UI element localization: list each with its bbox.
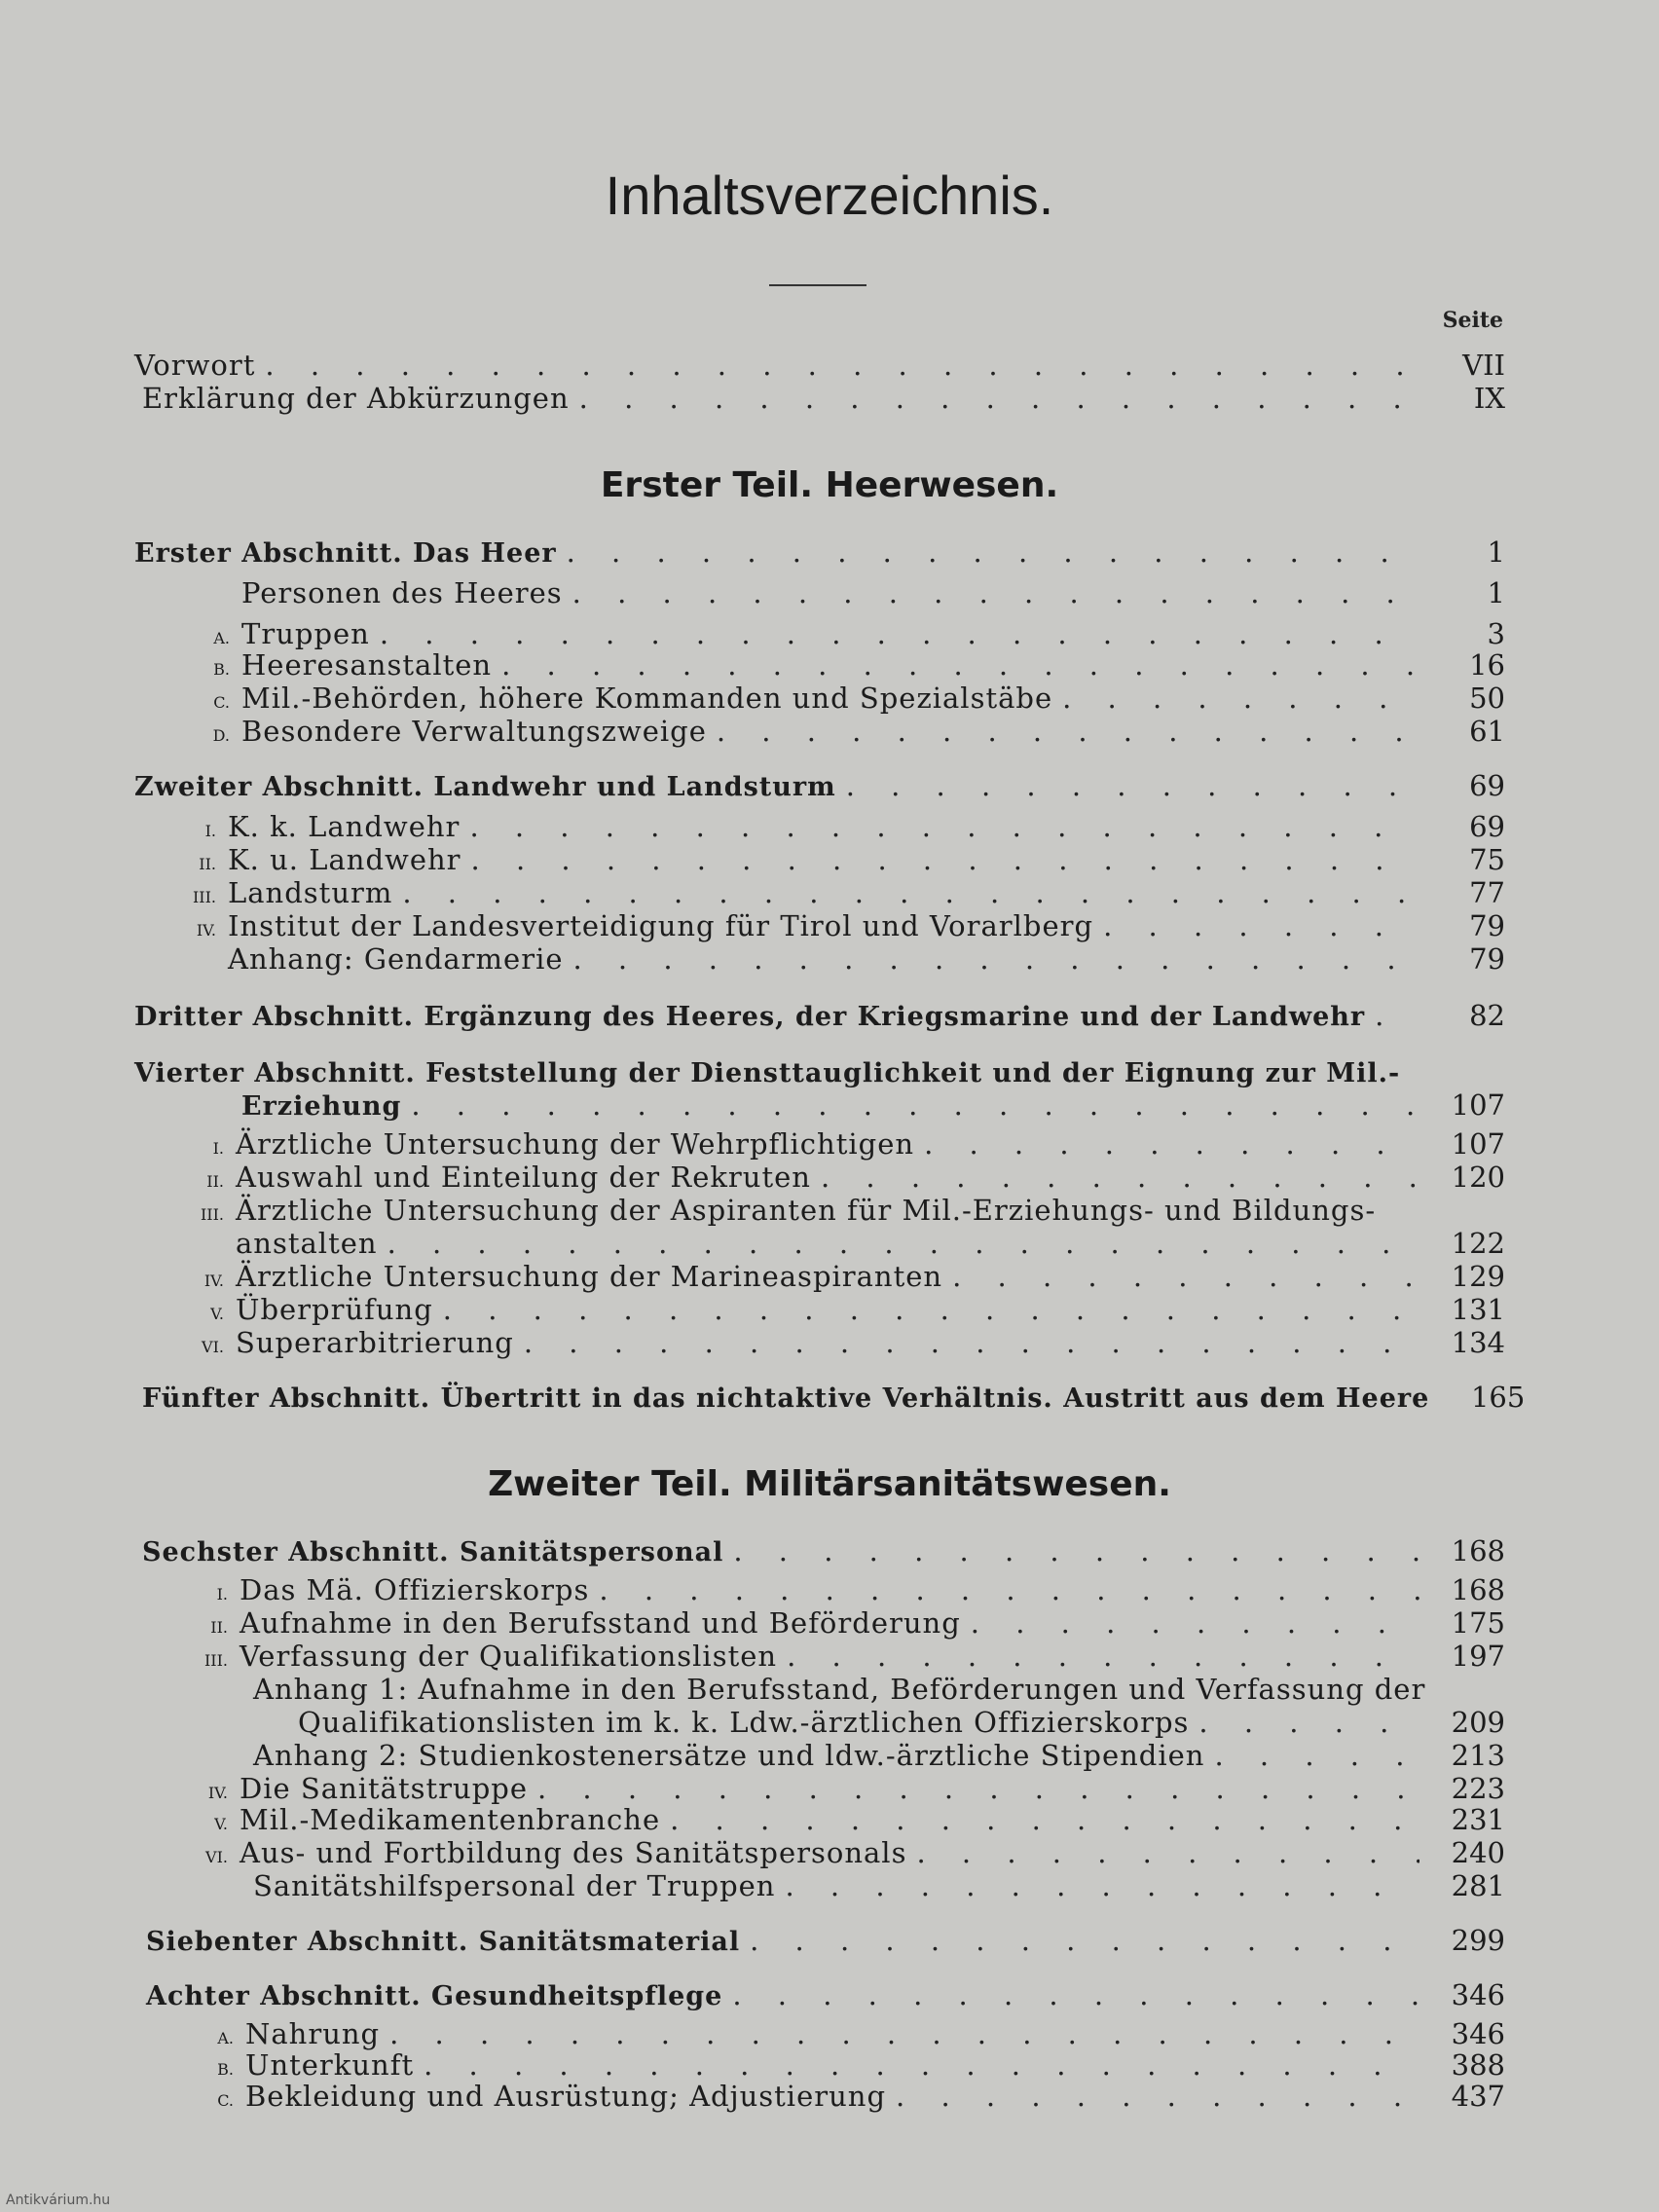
toc-entry: B. Heeresanstalten . . . 16 [134,648,1505,685]
watermark: Antikvárium.hu [6,2193,111,2208]
toc-entry: III. Landsturm . . . 77 [134,876,1505,913]
section-6-entry: Sechster Abschnitt. Sanitätspersonal . . . 168 [142,1534,1505,1571]
section-7-entry: Siebenter Abschnitt. Sanitätsmaterial . . . 299 [146,1924,1505,1961]
section-8-entry: Achter Abschnitt. Gesundheitspflege . . . 346 [146,1978,1505,2015]
toc-entry: VI. Superarbitrierung . . . 134 [134,1326,1505,1363]
toc-entry: Personen des Heeres . . . 1 [134,576,1505,613]
toc-entry-continued: III. Ärztliche Untersuchung der Aspiranten für Mil.-Erziehungs- und Bildungs- [200,1194,1377,1227]
section-4-heading-line: Vierter Abschnitt. Feststellung der Diensttauglichkeit und der Eignung zur Mil.- [134,1058,1401,1088]
toc-entry: C. Mil.-Behörden, höhere Kommanden und Spezialstäbe . . . 50 [134,682,1505,719]
part1-heading: Erster Teil. Heerwesen. [600,465,1059,505]
toc-entry: I. Ärztliche Untersuchung der Wehrpflichtigen . . . 107 [134,1127,1505,1164]
section-4-entry: Erziehung . . . 107 [134,1088,1505,1125]
toc-entry: IV. Ärztliche Untersuchung der Marineaspiranten . . . 129 [134,1260,1505,1297]
toc-entry: A. Truppen . . . 3 [134,617,1505,654]
toc-entry: Sanitätshilfspersonal der Truppen . . . 281 [134,1869,1505,1906]
part2-heading: Zweiter Teil. Militärsanitätswesen. [488,1464,1171,1504]
toc-entry: B. Unterkunft . . . 388 [134,2048,1505,2085]
toc-entry: anstalten . . . 122 [134,1227,1505,1264]
toc-entry: IV. Die Sanitätstruppe . . . 223 [134,1772,1505,1809]
toc-entry: II. K. u. Landwehr . . . 75 [134,843,1505,880]
toc-entry: D. Besondere Verwaltungszweige . . . 61 [134,715,1505,752]
toc-entry-vorwort: Vorwort . . . VII [134,349,1505,386]
toc-entry: Qualifikationslisten im k. k. Ldw.-ärztlichen Offizierskorps . . . 209 [134,1706,1505,1743]
section-5-entry: Fünfter Abschnitt. Übertritt in das nichtaktive Verhältnis. Austritt aus dem Heere 165 [142,1381,1526,1414]
toc-entry: A. Nahrung . . . 346 [134,2017,1505,2054]
title-rule [769,284,866,286]
toc-entry: Anhang 2: Studienkostenersätze und ldw.-ärztliche Stipendien . . . 213 [134,1739,1505,1776]
toc-entry: Anhang: Gendarmerie . . . 79 [134,942,1505,979]
toc-entry: C. Bekleidung und Ausrüstung; Adjustierung . . . 437 [134,2080,1505,2117]
toc-entry: III. Verfassung der Qualifikationslisten . . . 197 [134,1640,1505,1677]
toc-entry: V. Mil.-Medikamentenbranche . . . 231 [134,1803,1505,1840]
toc-entry: IV. Institut der Landesverteidigung für Tirol und Vorarlberg . . . 79 [134,909,1505,946]
toc-entry: V. Überprüfung . . . 131 [134,1293,1505,1330]
section-3-entry: Dritter Abschnitt. Ergänzung des Heeres, der Kriegsmarine und der Landwehr . . . 82 [134,999,1505,1036]
toc-entry-abkuerzungen: Erklärung der Abkürzungen . . . IX [142,382,1505,419]
toc-entry-continued: Anhang 1: Aufnahme in den Berufsstand, Beförderungen und Verfassung der [253,1673,1426,1706]
section-1-entry: Erster Abschnitt. Das Heer . . . 1 [134,535,1505,572]
toc-entry: II. Auswahl und Einteilung der Rekruten . . . 120 [134,1161,1505,1198]
toc-entry: I. Das Mä. Offizierskorps . . . 168 [134,1573,1505,1610]
page-title: Inhaltsverzeichnis. [605,165,1054,226]
toc-entry: II. Aufnahme in den Berufsstand und Beförderung . . . 175 [134,1606,1505,1643]
section-2-entry: Zweiter Abschnitt. Landwehr und Landsturm . . . 69 [134,769,1505,806]
toc-entry: VI. Aus- und Fortbildung des Sanitätspersonals . . . 240 [134,1836,1505,1873]
seite-header: Seite [1442,308,1503,333]
toc-entry: I. K. k. Landwehr . . . 69 [134,810,1505,847]
